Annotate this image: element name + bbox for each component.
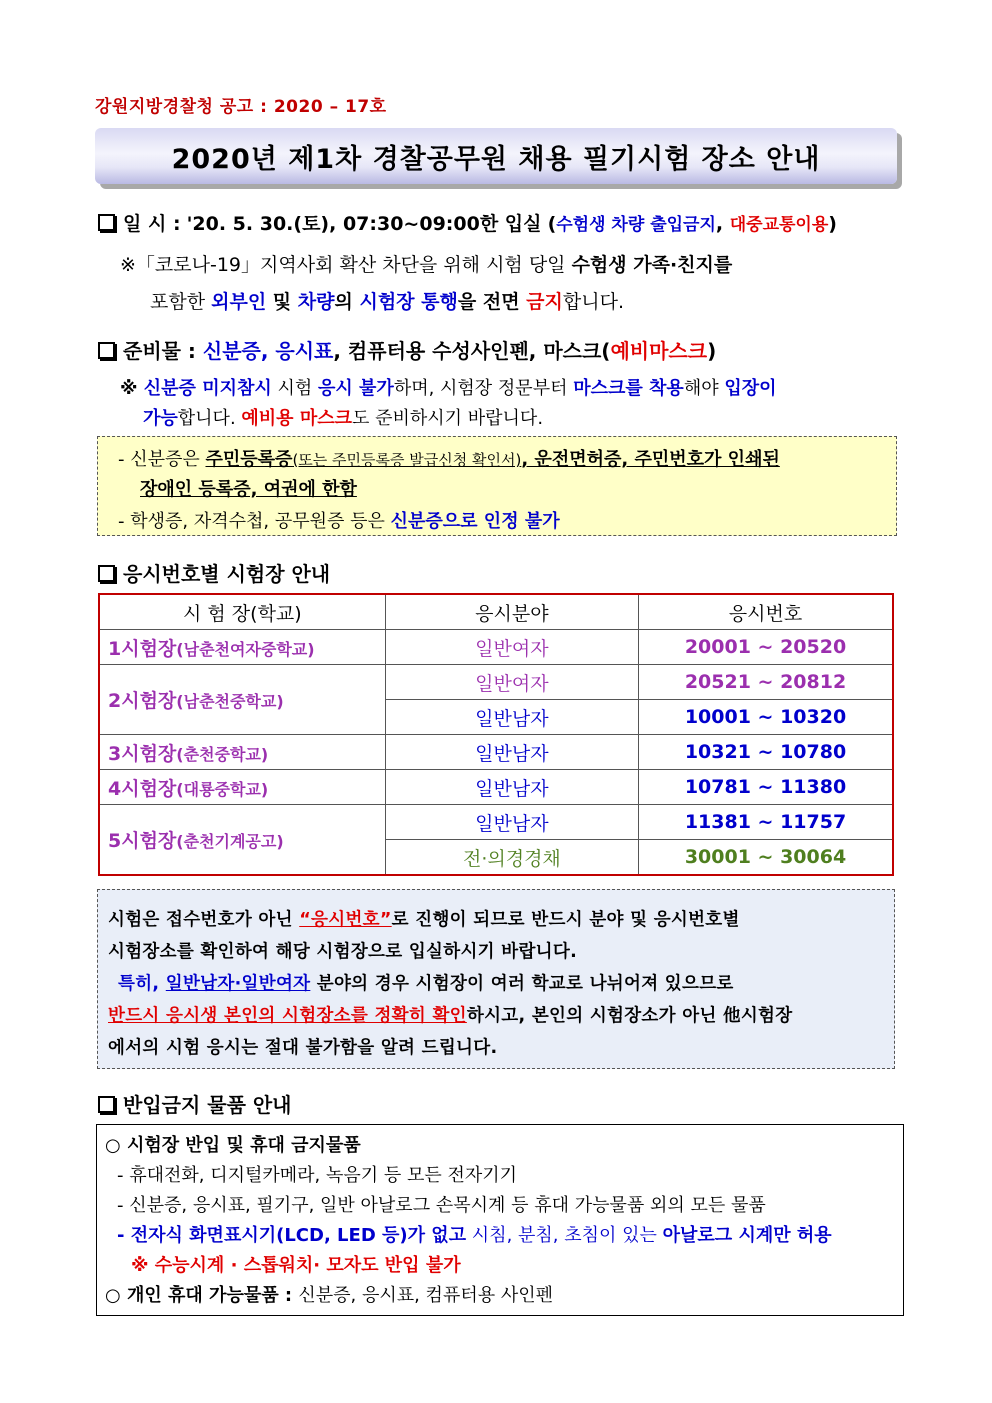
title-banner [95,128,897,184]
supplies-spare: 예비마스크 [610,339,708,363]
note-text: 합니다. [177,408,242,429]
info-text: 시험장소를 확인하여 해당 시험장으로 입실하시기 바랍니다. [108,942,578,962]
field-cell: 일반남자 [385,735,638,770]
supplies-line [98,335,716,364]
note-text: 도 준비하시기 바랍니다. [352,408,544,429]
supplies-label: 준비물 : [123,339,203,363]
allowed-label: ○ 개인 휴대 가능물품 : [105,1285,299,1306]
venues-heading-text: 응시번호별 시험장 안내 [123,562,331,586]
box-small: (또는 주민등록증 발급신청 확인서) [292,451,522,469]
note-text: 의 [334,291,360,313]
note-blue: 마스크 [573,378,626,399]
box-bold: 주민등록증 [205,449,293,470]
note-text: ※「코로나-19」지역사회 확산 차단을 위해 시험 당일 [120,254,572,276]
table-row [99,665,893,700]
note-mark: ※ [120,378,144,399]
watch-text: 시침, 분침, 초침이 있는 [466,1225,663,1246]
school-name: (대룡중학교) [176,779,269,799]
note-blue: 가능 [143,408,178,429]
paren-open: ( [547,213,557,235]
note-blue: 신분증 미지참시 [143,378,272,399]
box-text: - 학생증, 자격수첩, 공무원증 등은 [118,511,391,532]
field-cell: 일반남자 [385,770,638,805]
prohibited-line5: ※ 수능시계 · 스톱워치· 모자도 반입 불가 [131,1255,461,1276]
school-name: (춘천기계공고) [176,832,284,851]
vehicle: 차량 [297,291,335,313]
no-car-notice: 수험생 차량 출입금지 [556,215,716,235]
venue-table [98,593,894,876]
field-cell: 전·의경경채 [385,840,638,876]
public-transit-notice: 대중교통이용 [729,215,829,235]
info-text: 로 진행이 되므로 반드시 분야 및 응시번호별 [391,910,740,930]
info-text: 에서의 시험 응시는 절대 불가함을 알려 드립니다. [108,1038,498,1058]
range-cell: 20521 ~ 20812 [639,665,893,700]
note-blue: 입장이 [724,378,777,399]
note-blue: 착용 [649,378,684,399]
covid-note-line2 [150,287,624,314]
prohibited-heading [98,1089,292,1118]
box-text: - 신분증은 [118,449,206,470]
id-card-box [97,436,897,536]
checkbox-icon [98,342,115,359]
range-cell: 30001 ~ 30064 [639,840,893,876]
site-cell [99,630,385,665]
header-field: 응시분야 [385,594,638,630]
comma: , [715,213,730,235]
header-range: 응시번호 [639,594,893,630]
watch-blue: 아날로그 시계만 허용 [662,1225,832,1246]
note-text: 해야 [683,378,725,399]
info-text: 시험은 접수번호가 아닌 [108,910,300,930]
site-name: 4시험장 [108,777,177,800]
page-title: 2020년 제1차 경찰공무원 채용 필기시험 장소 안내 [171,143,821,175]
schedule-datetime: '20. 5. 30.(토), 07:30~09:00한 입실 [186,213,542,235]
prohibited-line2: - 휴대전화, 디지털카메라, 녹음기 등 모든 전자기기 [117,1165,518,1186]
info-red: “응시번호” [299,910,392,930]
id-card-line2 [140,475,357,501]
site-cell [99,805,385,876]
site-name: 2시험장 [108,690,177,712]
table-row [99,770,893,805]
info-line5 [108,1034,497,1059]
info-line3 [118,970,734,995]
prohibited-box [96,1124,904,1316]
box-bold: 장애인 등록증, 여권에 한함 [140,479,357,500]
note-blue: 응시 불가 [317,378,394,399]
checkbox-icon [98,565,115,582]
note-text: 을 [457,291,483,313]
supplies-note-line1 [120,374,776,400]
range-cell: 10001 ~ 10320 [639,700,893,735]
schedule-label: 일 시 : [123,213,181,235]
covid-note-line1 [120,250,732,277]
info-line2 [108,938,577,963]
field-cell: 일반여자 [385,630,638,665]
range-cell: 10321 ~ 10780 [639,735,893,770]
range-cell: 20001 ~ 20520 [639,630,893,665]
schedule-line [98,209,837,236]
field-cell: 일반여자 [385,665,638,700]
note-text: 포함한 [150,291,212,313]
supplies-id: 신분증, 응시표 [202,339,334,363]
table-row [99,805,893,840]
box-blue: 신분증으로 인정 불가 [390,511,560,532]
prohibited-heading-text: 반입금지 물품 안내 [123,1093,292,1117]
note-blue: 를 [625,378,650,399]
paren-close: ) [707,339,717,363]
note-text: 합니다. [562,291,624,313]
box-bold: , 운전면허증, 주민번호가 인쇄된 [521,449,780,470]
supplies-note-line2 [143,404,543,430]
school-name: (남춘천여자중학교) [176,639,315,659]
table-row [99,735,893,770]
info-blue: 일반남자·일반여자 [165,974,311,994]
school-name: (남춘천중학교) [176,692,284,711]
checkbox-icon [98,214,115,231]
site-cell [99,665,385,735]
supplies-rest: , 컴퓨터용 수성사인펜, 마스크( [333,339,611,363]
site-name: 1시험장 [108,637,177,660]
info-line4 [108,1002,792,1027]
note-bold: 수험생 가족·친지를 [571,254,733,276]
range-cell: 10781 ~ 11380 [639,770,893,805]
note-text: 및 [266,291,298,313]
info-blue: 특히, [118,974,166,994]
prohibited-line1: ○ 시험장 반입 및 휴대 금지물품 [105,1135,361,1156]
site-name: 3시험장 [108,742,177,765]
table-header-row [99,594,893,630]
note-text: 전면 [482,291,527,313]
info-text: 분야의 경우 시험장이 여러 학교로 나뉘어져 있으므로 [310,974,734,994]
prohibited-line3: - 신분증, 응시표, 필기구, 일반 아날로그 손목시계 등 휴대 가능물품 외의 모든 물품 [117,1195,766,1216]
passage: 시험장 통행 [359,291,458,313]
note-text: 시험 [271,378,318,399]
id-card-line1 [118,445,780,471]
note-red: 예비용 마스크 [241,408,352,429]
site-cell [99,735,385,770]
id-card-line3 [118,507,560,533]
venues-heading [98,558,330,587]
allowed-items: 신분증, 응시표, 컴퓨터용 사인펜 [298,1285,553,1306]
paren-close: ) [828,213,837,235]
field-cell: 일반남자 [385,700,638,735]
venue-info-box [97,889,895,1069]
prohibited-line4 [117,1221,832,1247]
outsider: 외부인 [211,291,267,313]
note-text: 하며, 시험장 정문부터 [393,378,574,399]
site-name: 5시험장 [108,830,177,852]
prohibited: 금지 [526,291,563,313]
info-text: 하시고, 본인의 시험장소가 아닌 他시험장 [466,1006,793,1026]
table-row [99,630,893,665]
field-cell: 일반남자 [385,805,638,840]
header-site: 시 험 장(학교) [99,594,385,630]
notice-number: 강원지방경찰청 공고 : 2020 – 17호 [95,97,387,117]
prohibited-line6 [105,1281,553,1307]
site-cell [99,770,385,805]
school-name: (춘천중학교) [176,744,269,764]
watch-blue: - 전자식 화면표시기(LCD, LED 등)가 없고 [117,1225,467,1246]
info-line1 [108,906,740,931]
checkbox-icon [98,1096,115,1113]
info-red: 반드시 응시생 본인의 시험장소를 정확히 확인 [108,1006,467,1026]
range-cell: 11381 ~ 11757 [639,805,893,840]
